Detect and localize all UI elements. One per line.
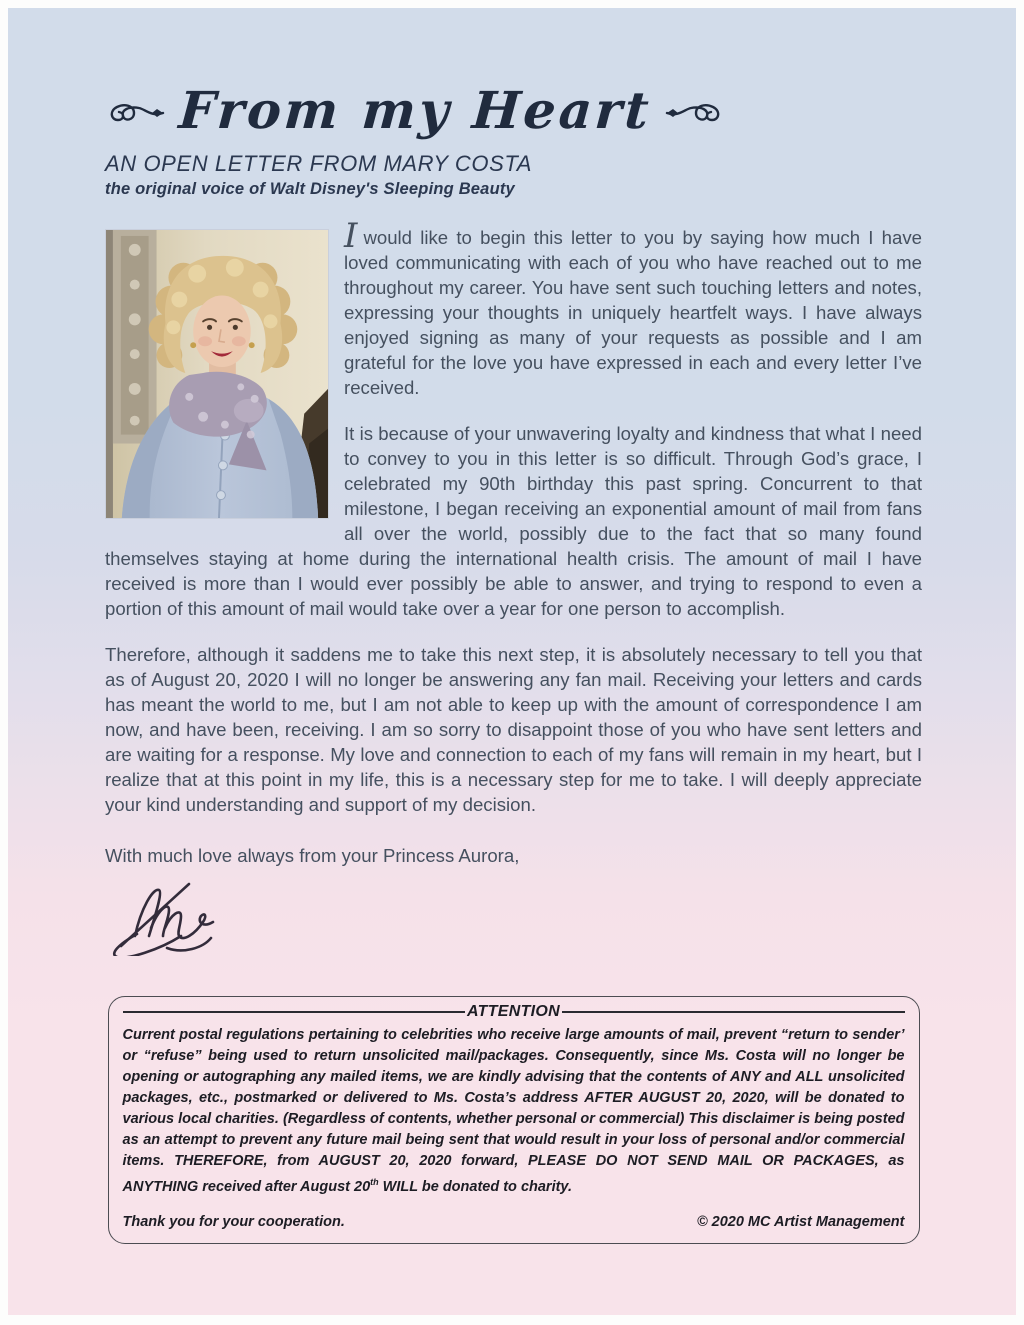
mary-costa-photo <box>105 229 329 519</box>
drop-cap-initial: I <box>344 216 358 256</box>
gradient-background <box>8 8 1016 1315</box>
attention-body-text: Current postal regulations pertaining to celebrities who receive large amounts of mail, prevent “return to sender’ or “refuse” being used to return unsolicited mail/packages. Consequently, since Ms. Costa will no longer be opening or autographing any mailed items, we are kindly advising that the contents of ANY and ALL unsolicited packages, etc., postmarked or delivered to Ms. Costa’s address AFTER AUGUST 20, 2020, will be donated to various local charities. (Regardless of contents, whether personal or commercial) This disclaimer is being posted as an attempt to prevent any future mail being sent that would result in your loss of personal and/or commercial items. THEREFORE, from AUGUST 20, 2020 forward, PLEASE DO NOT SEND MAIL OR PACKAGES, as ANYTHING received after August 20 <box>122 1027 905 1195</box>
attention-superscript: th <box>370 1177 379 1187</box>
attention-rule-left <box>123 1011 465 1013</box>
attention-rule-right <box>562 1011 904 1013</box>
letter-subheading: the original voice of Walt Disney's Sleeping Beauty <box>105 180 515 198</box>
mary-costa-signature <box>107 878 922 962</box>
attention-box <box>108 996 920 1244</box>
attention-footer <box>123 1212 905 1233</box>
letter-heading: AN OPEN LETTER FROM MARY COSTA <box>105 151 533 176</box>
closing-line: With much love always from your Princess Aurora, <box>105 845 520 866</box>
attention-body-text-end: WILL be donated to charity. <box>378 1178 572 1195</box>
attention-header <box>123 1003 905 1021</box>
paragraph-3: Therefore, although it saddens me to take this next step, it is absolutely necessary to tell you that as of August 20, 2020 I will no longer be answering any fan mail. Receiving your letters and cards has meant the world to me, but I am not able to keep up with the amount of correspondence I am now, and have been, receiving. I am so sorry to disappoint those of you who have sent letters and are waiting for a response. My love and connection to each of my fans will remain in my heart, but I realize that at this point in my life, this is a necessary step for me to take. I will deeply appreciate your kind understanding and support of my decision. <box>105 644 922 815</box>
title-row <box>99 81 922 141</box>
paragraph-1-text: would like to begin this letter to you by saying how much I have loved communicating with each of you who have reached out to me throughout my career. You have sent such touching letters and notes, expressing your thoughts in uniquely heartfelt ways. I have always enjoyed signing as many of your requests as possible and I am grateful for the love you have expressed in each and every letter I’ve received. <box>344 227 922 398</box>
attention-label: ATTENTION <box>466 1003 561 1020</box>
copyright-notice: © 2020 MC Artist Management <box>696 1214 905 1231</box>
right-flourish-icon <box>665 95 731 129</box>
paragraph-2: It is because of your unwavering loyalty and kindness that what I need to convey to you in this letter is so difficult. Through God’s grace, I celebrated my 90th birthday this past spring. Concurrent to that milestone, I began receiving an exponential amount of mail from fans all over the world, possibly due to the fact that so many found themselves staying at home during the international health crisis. The amount of mail I have received is more than I would ever possibly be able to answer, and trying to respond to even a portion of this amount of mail would take over a year for one person to accomplish. <box>105 423 922 619</box>
letter-content <box>8 81 1016 1244</box>
page-title: From my Heart <box>176 81 654 141</box>
attention-thanks: Thank you for your cooperation. <box>122 1214 345 1231</box>
attention-body <box>123 1025 905 1198</box>
letter-body <box>105 216 922 962</box>
left-flourish-icon <box>99 95 165 129</box>
